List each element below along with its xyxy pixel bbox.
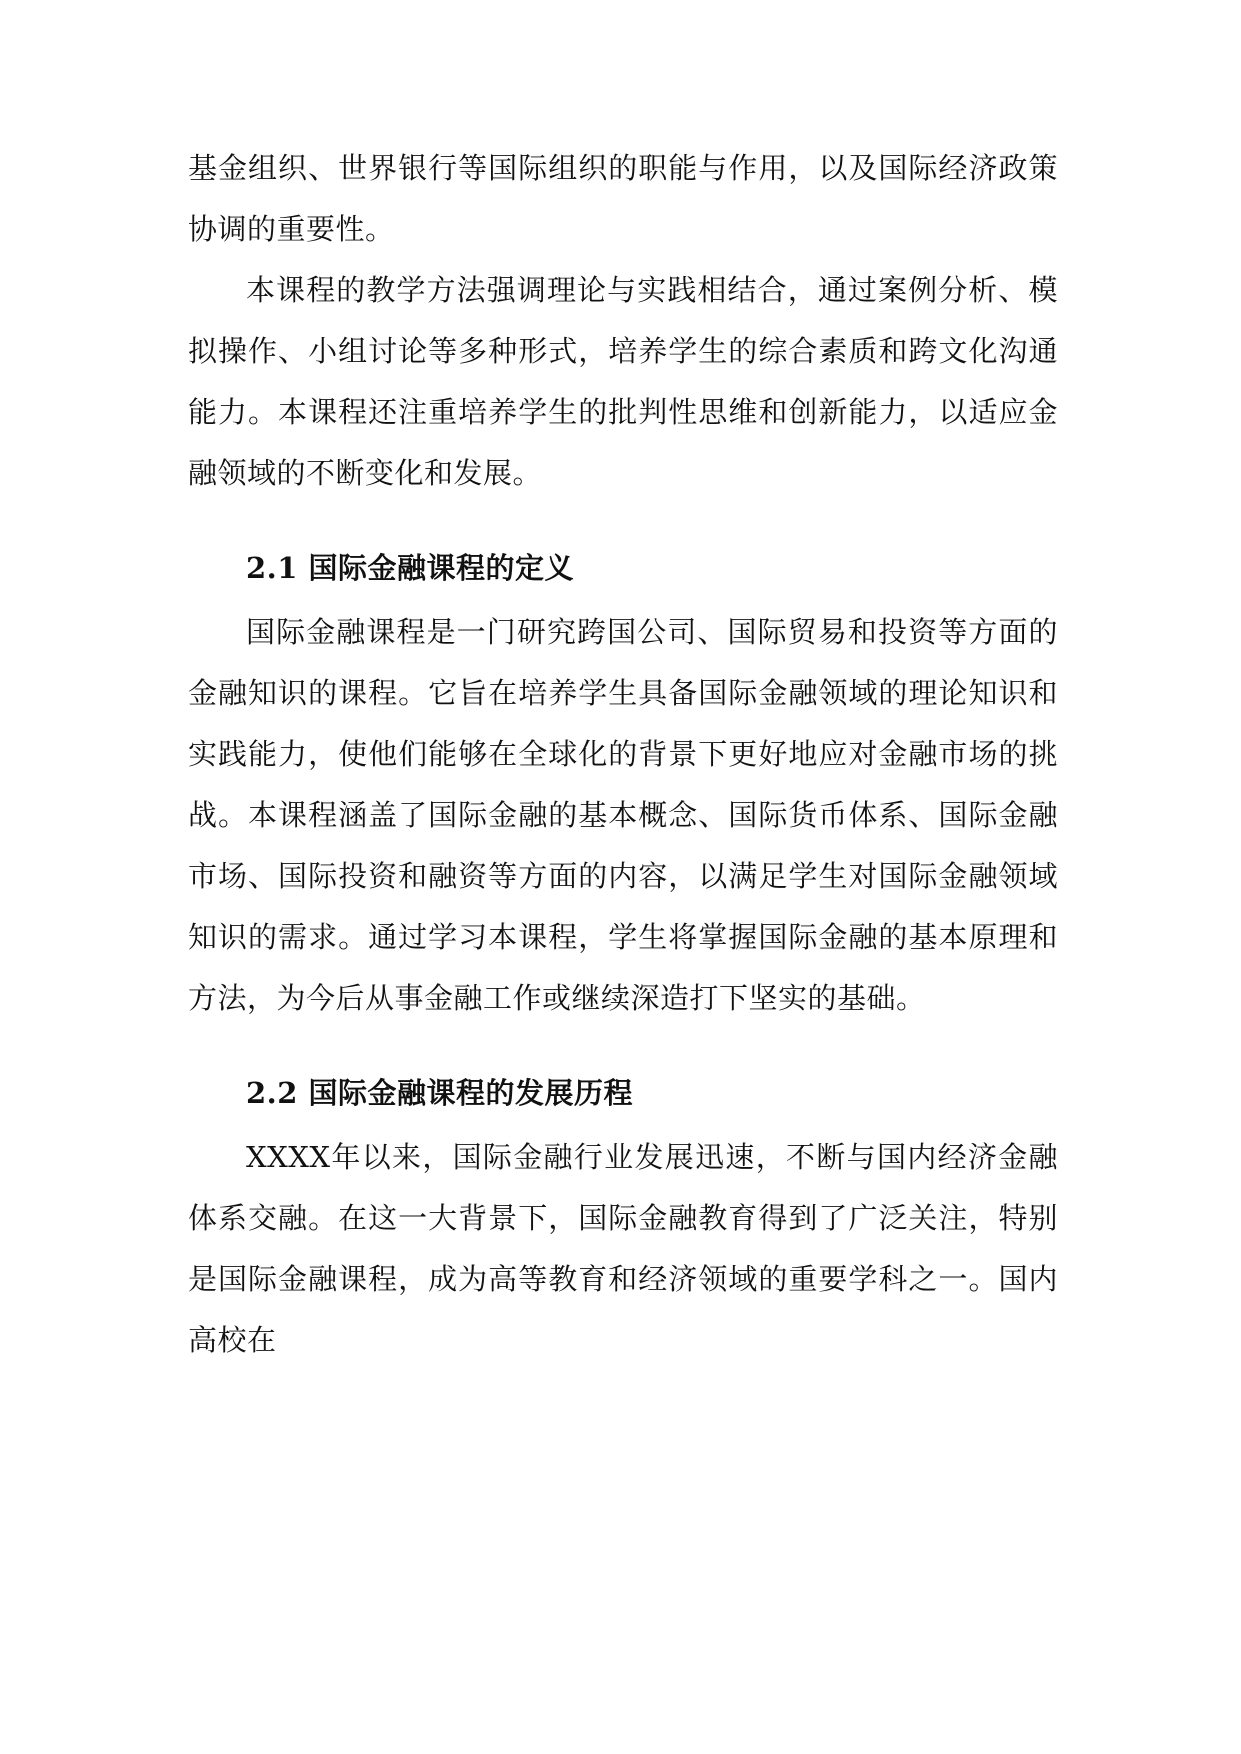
section-heading-2-2: 2.2 国际金融课程的发展历程 [246, 1076, 634, 1110]
paragraph-course-history: XXXX年以来，国际金融行业发展迅速，不断与国内经济金融体系交融。在这一大背景下，国际金融教育得到了广泛关注，特别是国际金融课程，成为高等教育和经济领域的重要学科之一。国内高校在 [188, 1140, 1058, 1357]
paragraph-teaching-methods: 本课程的教学方法强调理论与实践相结合，通过案例分析、模拟操作、小组讨论等多种形式，培养学生的综合素质和跨文化沟通能力。本课程还注重培养学生的批判性思维和创新能力，以适应金融领域的不断变化和发展。 [188, 273, 1058, 490]
paragraph-continued: 基金组织、世界银行等国际组织的职能与作用，以及国际经济政策协调的重要性。 [188, 151, 1058, 246]
section-heading-2-1: 2.1 国际金融课程的定义 [246, 551, 575, 585]
paragraph-course-definition: 国际金融课程是一门研究跨国公司、国际贸易和投资等方面的金融知识的课程。它旨在培养学生具备国际金融领域的理论知识和实践能力，使他们能够在全球化的背景下更好地应对金融市场的挑战。本课程涵盖了国际金融的基本概念、国际货币体系、国际金融市场、国际投资和融资等方面的内容，以满足学生对国际金融领域知识的需求。通过学习本课程，学生将掌握国际金融的基本原理和方法，为今后从事金融工作或继续深造打下坚实的基础。 [188, 615, 1058, 1015]
document-body [188, 138, 1058, 1371]
